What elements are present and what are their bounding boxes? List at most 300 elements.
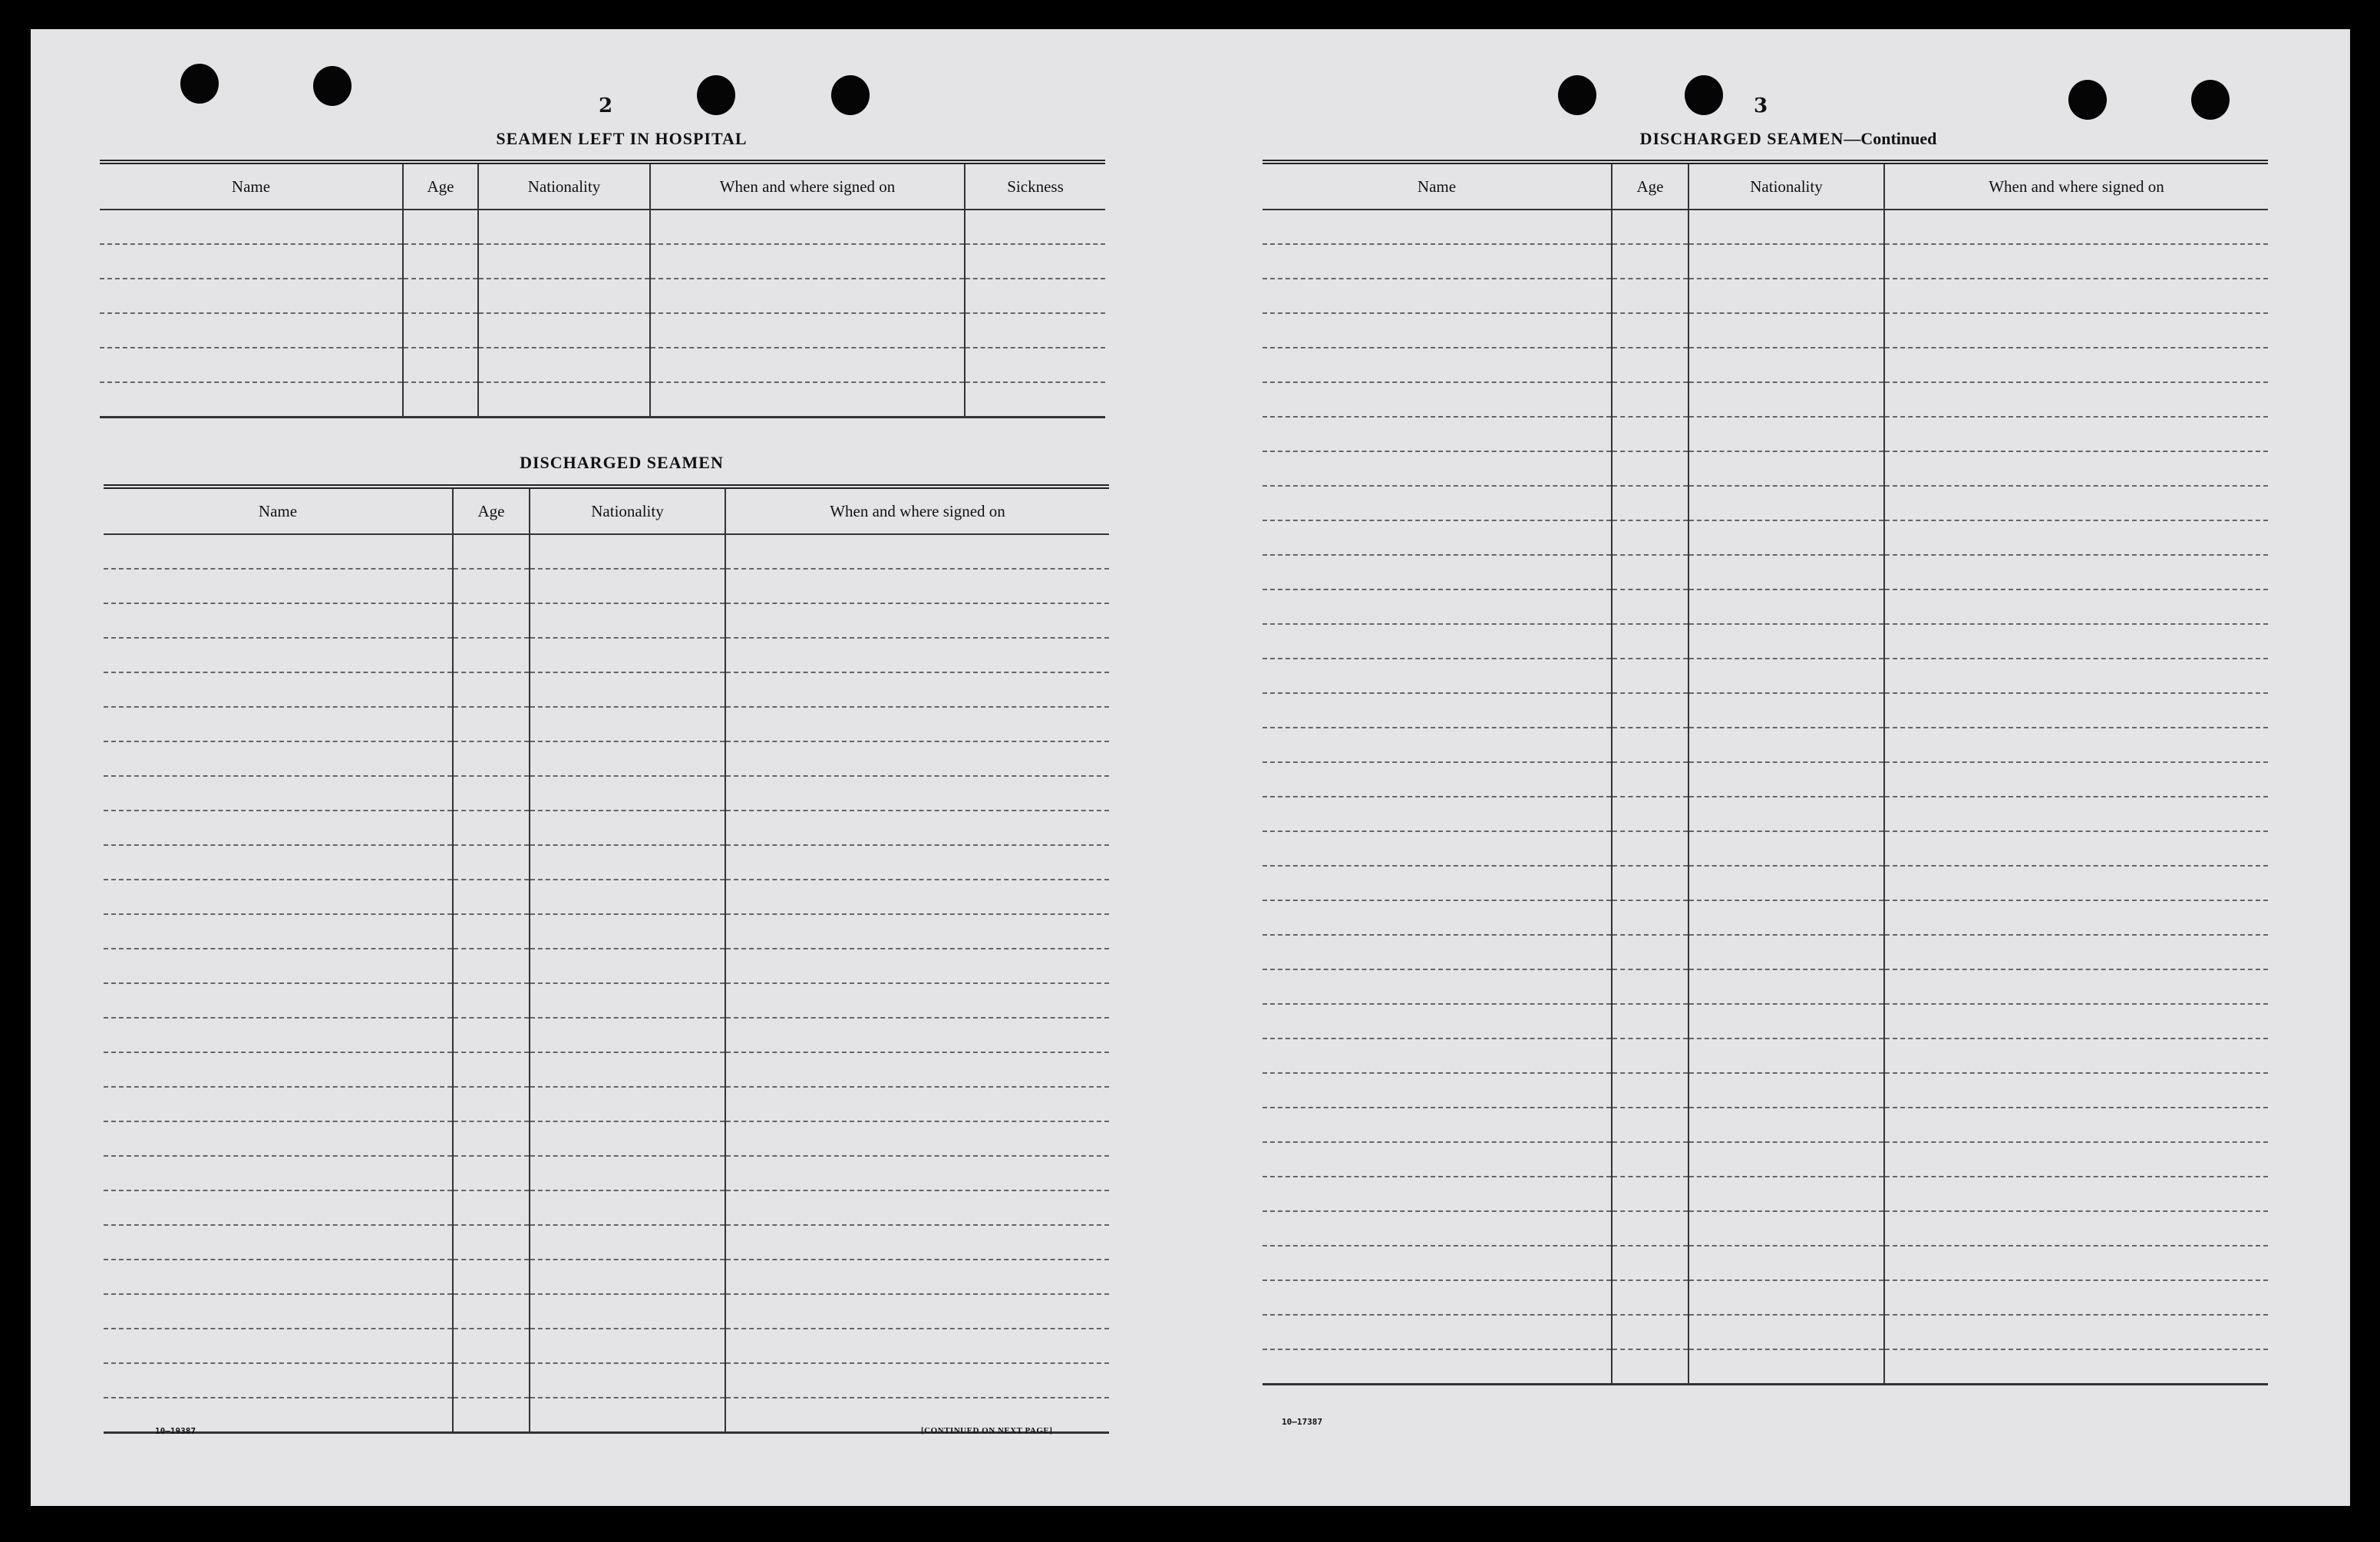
entry-cell[interactable]: [100, 382, 403, 418]
table-row: [1263, 417, 2268, 451]
entry-cell[interactable]: [1263, 1211, 1612, 1246]
entry-cell[interactable]: [478, 348, 650, 382]
table-row: [1263, 1108, 2268, 1142]
entry-cell[interactable]: [1263, 589, 1612, 624]
entry-cell[interactable]: [453, 569, 530, 603]
entry-cell[interactable]: [403, 313, 478, 348]
entry-cell[interactable]: [1884, 417, 2268, 451]
table-row: [1263, 762, 2268, 797]
entry-cell[interactable]: [1263, 969, 1612, 1004]
entry-cell[interactable]: [1688, 831, 1884, 866]
entry-cell[interactable]: [725, 949, 1109, 983]
entry-cell[interactable]: [1688, 1108, 1884, 1142]
entry-cell[interactable]: [530, 603, 725, 638]
entry-cell[interactable]: [1884, 866, 2268, 900]
entry-cell[interactable]: [1884, 589, 2268, 624]
entry-cell[interactable]: [1612, 210, 1688, 244]
entry-cell[interactable]: [530, 1190, 725, 1225]
table-row: [1263, 1073, 2268, 1108]
entry-cell[interactable]: [453, 638, 530, 672]
entry-cell[interactable]: [1884, 1211, 2268, 1246]
entry-cell[interactable]: [725, 1363, 1109, 1398]
entry-cell[interactable]: [1688, 451, 1884, 486]
entry-cell[interactable]: [1263, 797, 1612, 831]
entry-cell[interactable]: [104, 811, 453, 845]
entry-cell[interactable]: [530, 1087, 725, 1121]
entry-cell[interactable]: [530, 914, 725, 949]
entry-cell[interactable]: [1263, 728, 1612, 762]
entry-cell[interactable]: [1612, 451, 1688, 486]
table-row: [1263, 451, 2268, 486]
entry-cell[interactable]: [1884, 728, 2268, 762]
entry-cell[interactable]: [725, 1052, 1109, 1087]
entry-cell[interactable]: [1612, 1280, 1688, 1315]
entry-cell[interactable]: [1612, 1142, 1688, 1177]
entry-cell[interactable]: [1263, 1177, 1612, 1211]
entry-cell[interactable]: [725, 1190, 1109, 1225]
entry-cell[interactable]: [1612, 589, 1688, 624]
entry-cell[interactable]: [453, 1156, 530, 1190]
entry-cell[interactable]: [453, 776, 530, 811]
entry-cell[interactable]: [1263, 1108, 1612, 1142]
entry-cell[interactable]: [1612, 1038, 1688, 1073]
entry-cell[interactable]: [1612, 969, 1688, 1004]
entry-cell[interactable]: [453, 1018, 530, 1052]
entry-cell[interactable]: [104, 1363, 453, 1398]
entry-cell[interactable]: [1884, 1108, 2268, 1142]
entry-cell[interactable]: [1263, 417, 1612, 451]
entry-cell[interactable]: [1612, 693, 1688, 728]
entry-cell[interactable]: [104, 1294, 453, 1329]
entry-cell[interactable]: [650, 210, 965, 244]
entry-cell[interactable]: [1688, 624, 1884, 659]
entry-cell[interactable]: [530, 534, 725, 569]
entry-cell[interactable]: [965, 210, 1105, 244]
entry-cell[interactable]: [530, 776, 725, 811]
entry-cell[interactable]: [1884, 935, 2268, 969]
table-row: [1263, 313, 2268, 348]
entry-cell[interactable]: [530, 1398, 725, 1433]
entry-cell[interactable]: [1612, 1177, 1688, 1211]
entry-cell[interactable]: [1688, 1177, 1884, 1211]
entry-cell[interactable]: [1884, 279, 2268, 313]
table-row: [1263, 486, 2268, 520]
entry-cell[interactable]: [1612, 866, 1688, 900]
entry-cell[interactable]: [1263, 659, 1612, 693]
entry-cell[interactable]: [1884, 693, 2268, 728]
entry-cell[interactable]: [650, 244, 965, 279]
entry-cell[interactable]: [1612, 486, 1688, 520]
entry-cell[interactable]: [1884, 1073, 2268, 1108]
entry-cell[interactable]: [530, 707, 725, 741]
entry-cell[interactable]: [1884, 969, 2268, 1004]
entry-cell[interactable]: [1884, 659, 2268, 693]
entry-cell[interactable]: [1612, 244, 1688, 279]
entry-cell[interactable]: [725, 811, 1109, 845]
entry-cell[interactable]: [1688, 589, 1884, 624]
entry-cell[interactable]: [453, 1260, 530, 1294]
entry-cell[interactable]: [1688, 486, 1884, 520]
entry-cell[interactable]: [1884, 1142, 2268, 1177]
entry-cell[interactable]: [1688, 555, 1884, 589]
entry-cell[interactable]: [104, 1121, 453, 1156]
entry-cell[interactable]: [1263, 1004, 1612, 1038]
entry-cell[interactable]: [104, 983, 453, 1018]
entry-cell[interactable]: [530, 741, 725, 776]
entry-cell[interactable]: [453, 1225, 530, 1260]
entry-cell[interactable]: [965, 348, 1105, 382]
entry-cell[interactable]: [104, 949, 453, 983]
table-row: [104, 1329, 1109, 1363]
entry-cell[interactable]: [104, 1260, 453, 1294]
entry-cell[interactable]: [104, 672, 453, 707]
table-row: [104, 569, 1109, 603]
entry-cell[interactable]: [100, 210, 403, 244]
entry-cell[interactable]: [1688, 1349, 1884, 1385]
entry-cell[interactable]: [1263, 1315, 1612, 1349]
column-header: Age: [403, 162, 478, 210]
entry-cell[interactable]: [1884, 1004, 2268, 1038]
entry-cell[interactable]: [725, 672, 1109, 707]
entry-cell[interactable]: [1884, 555, 2268, 589]
entry-cell[interactable]: [1612, 348, 1688, 382]
entry-cell[interactable]: [1263, 1073, 1612, 1108]
entry-cell[interactable]: [1688, 1004, 1884, 1038]
table-row: [104, 741, 1109, 776]
entry-cell[interactable]: [1612, 728, 1688, 762]
entry-cell[interactable]: [104, 776, 453, 811]
entry-cell[interactable]: [1263, 348, 1612, 382]
entry-cell[interactable]: [530, 672, 725, 707]
entry-cell[interactable]: [1688, 797, 1884, 831]
entry-cell[interactable]: [725, 983, 1109, 1018]
entry-cell[interactable]: [1263, 244, 1612, 279]
entry-cell[interactable]: [530, 1156, 725, 1190]
entry-cell[interactable]: [530, 983, 725, 1018]
entry-cell[interactable]: [1612, 659, 1688, 693]
entry-cell[interactable]: [1263, 935, 1612, 969]
entry-cell[interactable]: [965, 382, 1105, 418]
entry-cell[interactable]: [1688, 969, 1884, 1004]
entry-cell[interactable]: [650, 348, 965, 382]
entry-cell[interactable]: [1884, 520, 2268, 555]
entry-cell[interactable]: [1688, 1073, 1884, 1108]
entry-cell[interactable]: [453, 880, 530, 914]
table-row: [1263, 1280, 2268, 1315]
entry-cell[interactable]: [1884, 348, 2268, 382]
entry-cell[interactable]: [403, 348, 478, 382]
entry-cell[interactable]: [725, 707, 1109, 741]
entry-cell[interactable]: [1263, 693, 1612, 728]
entry-cell[interactable]: [965, 313, 1105, 348]
entry-cell[interactable]: [1688, 348, 1884, 382]
entry-cell[interactable]: [1263, 1142, 1612, 1177]
entry-cell[interactable]: [1688, 935, 1884, 969]
entry-cell[interactable]: [1688, 279, 1884, 313]
entry-cell[interactable]: [650, 313, 965, 348]
entry-cell[interactable]: [725, 534, 1109, 569]
entry-cell[interactable]: [650, 279, 965, 313]
table-row: [104, 1260, 1109, 1294]
entry-cell[interactable]: [725, 1294, 1109, 1329]
entry-cell[interactable]: [1612, 313, 1688, 348]
entry-cell[interactable]: [100, 279, 403, 313]
entry-cell[interactable]: [1263, 1038, 1612, 1073]
entry-cell[interactable]: [453, 672, 530, 707]
entry-cell[interactable]: [453, 949, 530, 983]
entry-cell[interactable]: [1263, 520, 1612, 555]
entry-cell[interactable]: [725, 1156, 1109, 1190]
entry-cell[interactable]: [1688, 1038, 1884, 1073]
entry-cell[interactable]: [1884, 1246, 2268, 1280]
table-row: [1263, 900, 2268, 935]
entry-cell[interactable]: [403, 210, 478, 244]
entry-cell[interactable]: [1263, 210, 1612, 244]
entry-cell[interactable]: [453, 534, 530, 569]
entry-cell[interactable]: [725, 1018, 1109, 1052]
entry-cell[interactable]: [453, 603, 530, 638]
entry-cell[interactable]: [1884, 486, 2268, 520]
entry-cell[interactable]: [403, 244, 478, 279]
entry-cell[interactable]: [104, 1018, 453, 1052]
entry-cell[interactable]: [530, 1260, 725, 1294]
entry-cell[interactable]: [1263, 486, 1612, 520]
entry-cell[interactable]: [1263, 1246, 1612, 1280]
entry-cell[interactable]: [453, 707, 530, 741]
entry-cell[interactable]: [1884, 1280, 2268, 1315]
entry-cell[interactable]: [104, 534, 453, 569]
entry-cell[interactable]: [965, 244, 1105, 279]
entry-cell[interactable]: [478, 313, 650, 348]
table-row: [1263, 831, 2268, 866]
entry-cell[interactable]: [725, 1225, 1109, 1260]
entry-cell[interactable]: [104, 707, 453, 741]
entry-cell[interactable]: [453, 1087, 530, 1121]
entry-cell[interactable]: [530, 845, 725, 880]
entry-cell[interactable]: [478, 210, 650, 244]
table-row: [100, 313, 1105, 348]
entry-cell[interactable]: [1884, 313, 2268, 348]
entry-cell[interactable]: [530, 811, 725, 845]
entry-cell[interactable]: [530, 1329, 725, 1363]
entry-cell[interactable]: [1884, 451, 2268, 486]
table-row: [1263, 797, 2268, 831]
entry-cell[interactable]: [1688, 1142, 1884, 1177]
table-row: [1263, 348, 2268, 382]
entry-cell[interactable]: [1612, 762, 1688, 797]
entry-cell[interactable]: [1612, 1246, 1688, 1280]
entry-cell[interactable]: [1263, 382, 1612, 417]
entry-cell[interactable]: [725, 569, 1109, 603]
entry-cell[interactable]: [530, 1294, 725, 1329]
entry-cell[interactable]: [1263, 1280, 1612, 1315]
entry-cell[interactable]: [1612, 1004, 1688, 1038]
entry-cell[interactable]: [1688, 313, 1884, 348]
entry-cell[interactable]: [530, 1363, 725, 1398]
entry-cell[interactable]: [104, 880, 453, 914]
entry-cell[interactable]: [725, 638, 1109, 672]
entry-cell[interactable]: [530, 1121, 725, 1156]
entry-cell[interactable]: [453, 914, 530, 949]
entry-cell[interactable]: [104, 1329, 453, 1363]
entry-cell[interactable]: [1688, 210, 1884, 244]
entry-cell[interactable]: [530, 880, 725, 914]
entry-cell[interactable]: [725, 1260, 1109, 1294]
entry-cell[interactable]: [1688, 866, 1884, 900]
entry-cell[interactable]: [1884, 900, 2268, 935]
entry-cell[interactable]: [1688, 659, 1884, 693]
entry-cell[interactable]: [1688, 1315, 1884, 1349]
entry-cell[interactable]: [725, 845, 1109, 880]
entry-cell[interactable]: [1884, 1038, 2268, 1073]
entry-cell[interactable]: [104, 569, 453, 603]
entry-cell[interactable]: [1612, 382, 1688, 417]
entry-cell[interactable]: [530, 949, 725, 983]
entry-cell[interactable]: [530, 569, 725, 603]
entry-cell[interactable]: [1612, 1108, 1688, 1142]
entry-cell[interactable]: [1688, 900, 1884, 935]
entry-cell[interactable]: [104, 845, 453, 880]
entry-cell[interactable]: [1884, 797, 2268, 831]
table-row: [104, 1156, 1109, 1190]
entry-cell[interactable]: [725, 603, 1109, 638]
entry-cell[interactable]: [1884, 382, 2268, 417]
entry-cell[interactable]: [104, 914, 453, 949]
entry-cell[interactable]: [1263, 279, 1612, 313]
table-row: [1263, 520, 2268, 555]
entry-cell[interactable]: [1884, 624, 2268, 659]
entry-cell[interactable]: [1688, 1246, 1884, 1280]
entry-cell[interactable]: [530, 638, 725, 672]
entry-cell[interactable]: [403, 382, 478, 418]
entry-cell[interactable]: [100, 244, 403, 279]
entry-cell[interactable]: [1612, 1349, 1688, 1385]
entry-cell[interactable]: [1612, 624, 1688, 659]
entry-cell[interactable]: [104, 1052, 453, 1087]
entry-cell[interactable]: [478, 279, 650, 313]
entry-cell[interactable]: [725, 1121, 1109, 1156]
entry-cell[interactable]: [453, 983, 530, 1018]
entry-cell[interactable]: [1263, 624, 1612, 659]
entry-cell[interactable]: [1884, 1315, 2268, 1349]
entry-cell[interactable]: [1612, 935, 1688, 969]
entry-cell[interactable]: [104, 1156, 453, 1190]
entry-cell[interactable]: [725, 1329, 1109, 1363]
entry-cell[interactable]: [453, 1294, 530, 1329]
entry-cell[interactable]: [478, 382, 650, 418]
entry-cell[interactable]: [530, 1052, 725, 1087]
entry-cell[interactable]: [453, 1363, 530, 1398]
entry-cell[interactable]: [725, 914, 1109, 949]
entry-cell[interactable]: [1263, 831, 1612, 866]
table-row: [1263, 693, 2268, 728]
entry-cell[interactable]: [453, 1052, 530, 1087]
table-row: [104, 1363, 1109, 1398]
entry-cell[interactable]: [104, 638, 453, 672]
entry-cell[interactable]: [725, 741, 1109, 776]
entry-cell[interactable]: [1612, 1315, 1688, 1349]
entry-cell[interactable]: [1884, 210, 2268, 244]
entry-cell[interactable]: [100, 313, 403, 348]
form-number: 10—17387: [1282, 1417, 1322, 1427]
entry-cell[interactable]: [1612, 831, 1688, 866]
entry-cell[interactable]: [1263, 555, 1612, 589]
entry-cell[interactable]: [1263, 866, 1612, 900]
entry-cell[interactable]: [530, 1018, 725, 1052]
discharged-continued-table: [1263, 160, 2268, 1385]
entry-cell[interactable]: [453, 1329, 530, 1363]
entry-cell[interactable]: [104, 1225, 453, 1260]
entry-cell[interactable]: [1884, 831, 2268, 866]
entry-cell[interactable]: [725, 776, 1109, 811]
entry-cell[interactable]: [104, 741, 453, 776]
table-row: [104, 1087, 1109, 1121]
entry-cell[interactable]: [725, 880, 1109, 914]
entry-cell[interactable]: [1688, 382, 1884, 417]
entry-cell[interactable]: [1688, 1211, 1884, 1246]
entry-cell[interactable]: [1612, 1073, 1688, 1108]
entry-cell[interactable]: [104, 1190, 453, 1225]
entry-cell[interactable]: [965, 279, 1105, 313]
entry-cell[interactable]: [1612, 279, 1688, 313]
entry-cell[interactable]: [478, 244, 650, 279]
entry-cell[interactable]: [1688, 762, 1884, 797]
entry-cell[interactable]: [530, 1225, 725, 1260]
entry-cell[interactable]: [104, 603, 453, 638]
entry-cell[interactable]: [1612, 900, 1688, 935]
entry-cell[interactable]: [1688, 728, 1884, 762]
table-row: [1263, 244, 2268, 279]
entry-cell[interactable]: [1612, 520, 1688, 555]
entry-cell[interactable]: [1612, 417, 1688, 451]
table-row: [1263, 1349, 2268, 1385]
entry-cell[interactable]: [100, 348, 403, 382]
entry-cell[interactable]: [1884, 1349, 2268, 1385]
entry-cell[interactable]: [453, 1121, 530, 1156]
entry-cell[interactable]: [1612, 1211, 1688, 1246]
entry-cell[interactable]: [1612, 797, 1688, 831]
table-row: [104, 534, 1109, 569]
entry-cell[interactable]: [403, 279, 478, 313]
column-header: Nationality: [530, 487, 725, 534]
form-number: 10—19387: [155, 1426, 196, 1436]
entry-cell[interactable]: [453, 741, 530, 776]
entry-cell[interactable]: [1884, 762, 2268, 797]
entry-cell[interactable]: [453, 845, 530, 880]
entry-cell[interactable]: [650, 382, 965, 418]
entry-cell[interactable]: [104, 1087, 453, 1121]
entry-cell[interactable]: [1884, 244, 2268, 279]
entry-cell[interactable]: [1688, 1280, 1884, 1315]
entry-cell[interactable]: [1263, 313, 1612, 348]
entry-cell[interactable]: [1263, 762, 1612, 797]
right-page: [1259, 29, 2318, 1506]
entry-cell[interactable]: [1688, 520, 1884, 555]
entry-cell[interactable]: [1612, 555, 1688, 589]
entry-cell[interactable]: [1688, 417, 1884, 451]
entry-cell[interactable]: [725, 1087, 1109, 1121]
entry-cell[interactable]: [1263, 900, 1612, 935]
entry-cell[interactable]: [453, 1398, 530, 1433]
entry-cell[interactable]: [1263, 1349, 1612, 1385]
entry-cell[interactable]: [453, 811, 530, 845]
entry-cell[interactable]: [1884, 1177, 2268, 1211]
entry-cell[interactable]: [1688, 693, 1884, 728]
entry-cell[interactable]: [1263, 451, 1612, 486]
entry-cell[interactable]: [1688, 244, 1884, 279]
entry-cell[interactable]: [453, 1190, 530, 1225]
table-row: [1263, 1142, 2268, 1177]
